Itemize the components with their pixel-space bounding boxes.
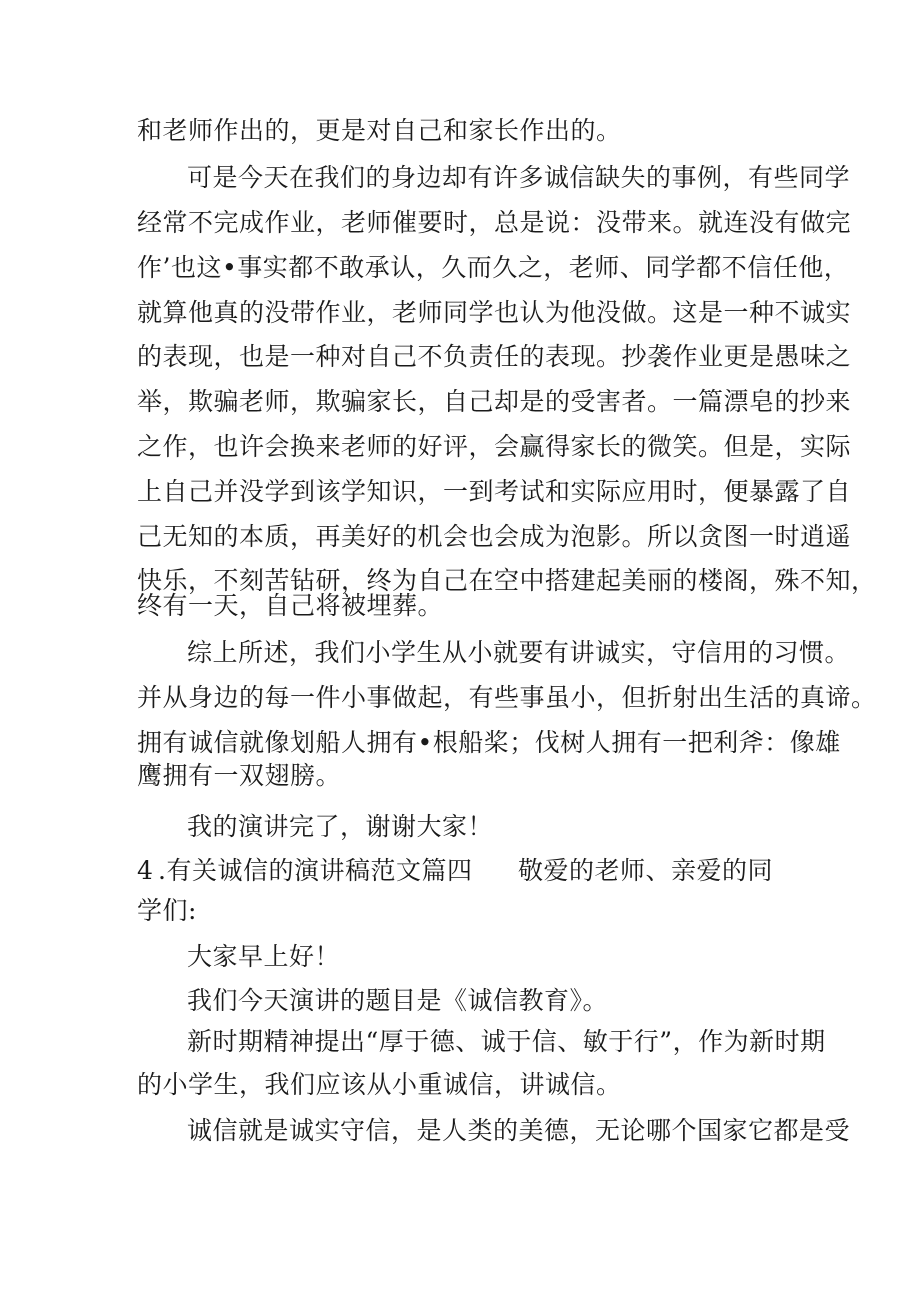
salutation-continued: 学们: (137, 896, 197, 925)
paragraph-line: 我的演讲完了，谢谢大家！ (187, 812, 494, 841)
paragraph-line: 鹰拥有一双翅膀。 (137, 761, 342, 790)
paragraph-line: 作’也这•事实都不敢承认，久而久之，老师、同学都不信任他， (137, 253, 850, 282)
paragraph-line: 举，欺骗老师，欺骗家长，自己却是的受害者。一篇漂皂的抄来 (137, 387, 852, 416)
paragraph-line: 并从身边的每一件小事做起，有些事虽小，但折射出生活的真谛。 (137, 683, 877, 712)
section-title: .有关诚信的演讲稿范文篇四 (158, 856, 473, 885)
paragraph-line: 新时期精神提出“厚于德、诚于信、敏于行”，作为新时期 (187, 1027, 826, 1056)
paragraph-line: 可是今天在我们的身边却有许多诚信缺失的事例，有些同学 (187, 163, 851, 192)
paragraph-line: 终有一天，自己将被埋葬。 (137, 591, 444, 620)
salutation: 敬爱的老师、亲爱的同 (518, 856, 774, 885)
paragraph-line: 上自己并没学到该学知识，一到考试和实际应用时，便暴露了自 (137, 477, 852, 506)
paragraph-line: 拥有诚信就像划船人拥有•根船桨；伐树人拥有一把利斧：像雄 (137, 728, 841, 757)
paragraph-line: 快乐，不刻苦钻研，终为自己在空中搭建起美丽的楼阁，殊不知， (137, 566, 877, 595)
paragraph-line: 综上所述，我们小学生从小就要有讲诚实，守信用的习惯。 (187, 638, 851, 667)
paragraph-line: 的小学生，我们应该从小重诚信，讲诚信。 (137, 1070, 622, 1099)
paragraph-line: 之作，也许会换来老师的好评，会赢得家长的微笑。但是，实际 (137, 432, 852, 461)
paragraph-line: 诚信就是诚实守信，是人类的美德，无论哪个国家它都是受 (187, 1116, 851, 1145)
paragraph-line: 就算他真的没带作业，老师同学也认为他没做。这是一种不诚实 (137, 298, 852, 327)
section-number: 4 (137, 856, 154, 885)
paragraph-line: 经常不完成作业，老师催要时，总是说：没带来。就连没有做完 (137, 208, 852, 237)
paragraph-line: 的表现，也是一种对自己不负责任的表现。抄袭作业更是愚味之 (137, 342, 852, 371)
paragraph-line: 我们今天演讲的题目是《诚信教育》。 (187, 986, 609, 1015)
greeting-line: 大家早上好！ (187, 942, 341, 971)
paragraph-line: 和老师作出的，更是对自己和家长作出的。 (137, 116, 622, 145)
paragraph-line: 己无知的本质，再美好的机会也会成为泡影。所以贪图一时逍遥 (137, 522, 852, 551)
